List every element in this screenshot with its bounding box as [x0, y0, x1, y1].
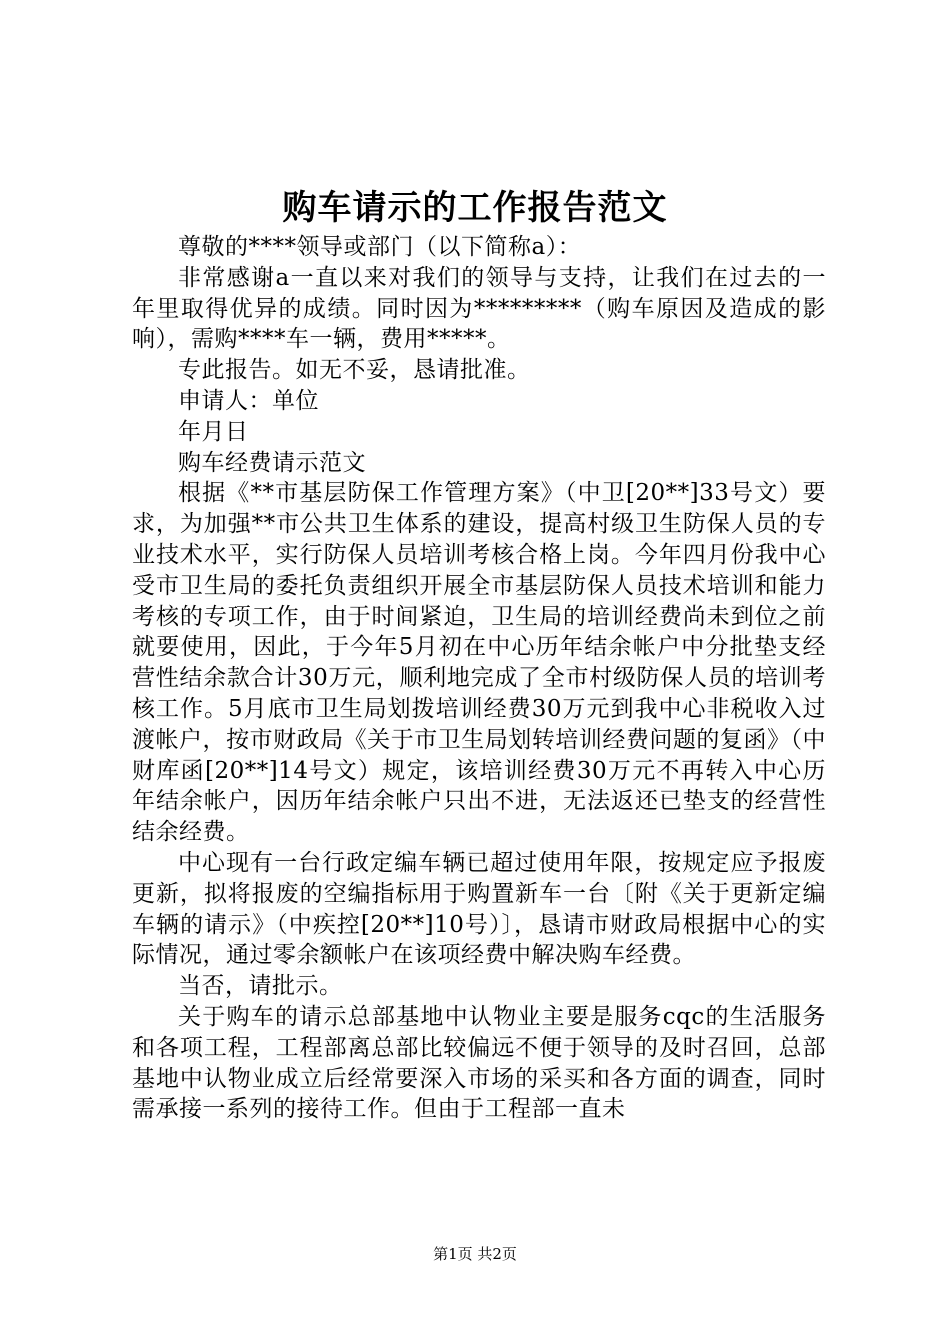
paragraph-subtitle: 购车经费请示范文 — [178, 449, 366, 476]
page-number: 第1页 共2页 — [433, 1245, 517, 1263]
paragraph-date: 年月日 — [178, 418, 249, 445]
paragraph-applicant: 申请人：单位 — [178, 387, 319, 414]
paragraph-request-2: 关于购车的请示总部基地中认物业主要是服务cqc的生活服务和各项工程，工程部离总部比较偏远不便于领导的及时召回，总部基地中认物业成立后经常要深入市场的采买和各方面的调查，同时需承接一系列的接待工作。但由于工程部一直未 — [132, 1003, 826, 1123]
document-title: 购车请示的工作报告范文 — [282, 188, 668, 228]
paragraph-thanks: 非常感谢a一直以来对我们的领导与支持，让我们在过去的一年里取得优异的成绩。同时因为*********（购车原因及造成的影响），需购****车一辆，费用*****。 — [132, 264, 826, 353]
paragraph-request: 专此报告。如无不妥，恳请批准。 — [178, 357, 531, 384]
paragraph-approval: 当否，请批示。 — [178, 973, 343, 1000]
paragraph-vehicle: 中心现有一台行政定编车辆已超过使用年限，按规定应予报废更新，拟将报废的空编指标用于购置新车一台〔附《关于更新定编车辆的请示》（中疾控[20**]10号）〕，恳请市财政局根据中心的实际情况，通过零余额帐户在该项经费中解决购车经费。 — [132, 849, 826, 969]
paragraph-salutation: 尊敬的****领导或部门（以下简称a）： — [178, 234, 582, 260]
document-body — [132, 232, 826, 1125]
paragraph-background: 根据《**市基层防保工作管理方案》（中卫[20**]33号文）要求，为加强**市公共卫生体系的建设，提高村级卫生防保人员的专业技术水平，实行防保人员培训考核合格上岗。今年四月份我中心受市卫生局的委托负责组织开展全市基层防保人员技术培训和能力考核的专项工作，由于时间紧迫，卫生局的培训经费尚未到位之前就要使用，因此，于今年5月初在中心历年结余帐户中分批垫支经营性结余款合计30万元，顺利地完成了全市村级防保人员的培训考核工作。5月底市卫生局划拨培训经费30万元到我中心非税收入过渡帐户，按市财政局《关于市卫生局划转培训经费问题的复函》（中财库函[20**]14号文）规定，该培训经费30万元不再转入中心历年结余帐户，因历年结余帐户只出不进，无法返还已垫支的经营性结余经费。 — [132, 480, 826, 846]
